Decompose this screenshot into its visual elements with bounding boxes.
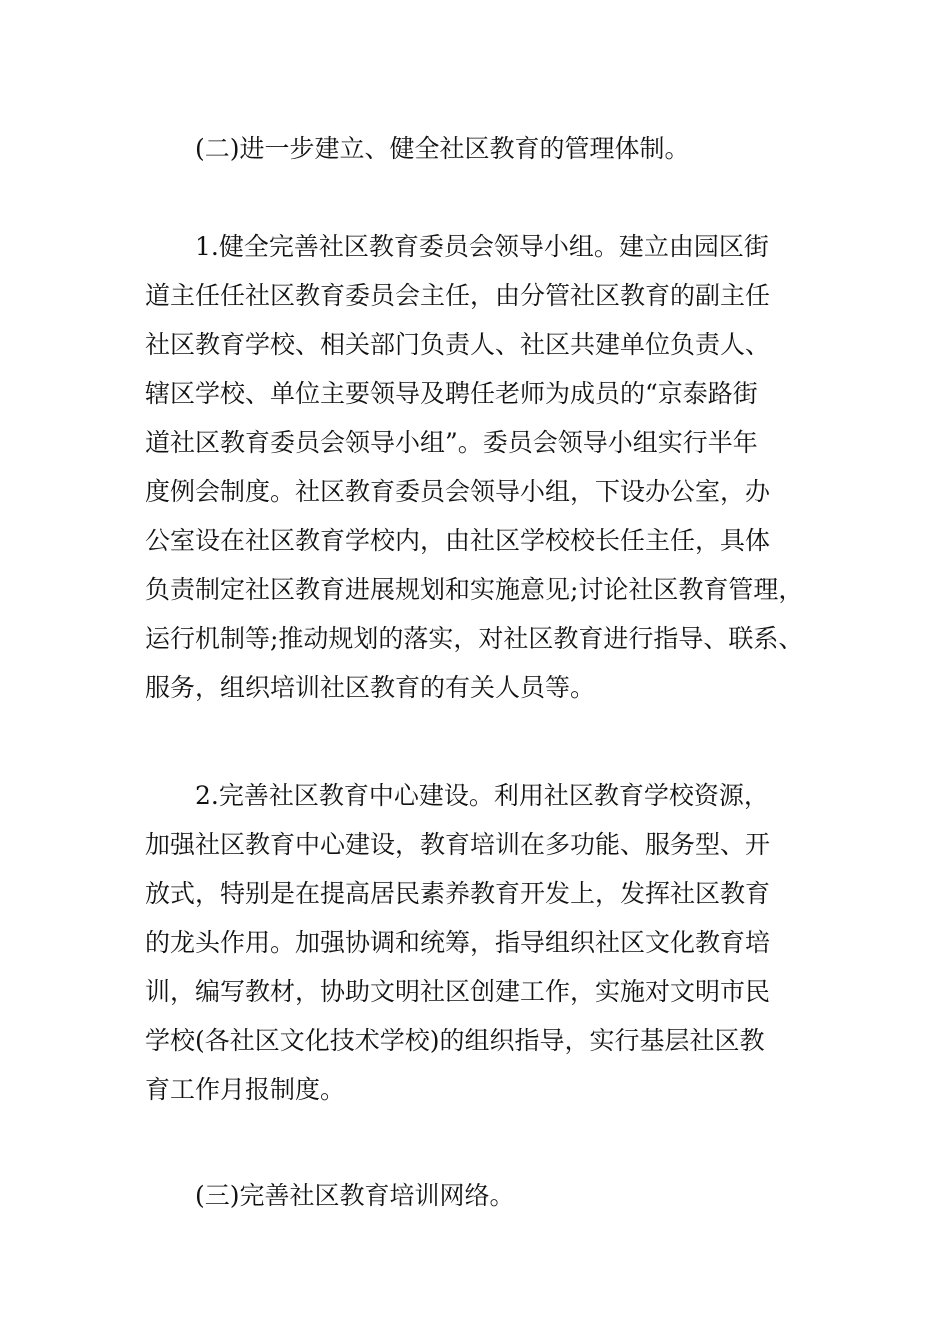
paragraph-line: 学校(各社区文化技术学校)的组织指导，实行基层社区教 bbox=[145, 1026, 765, 1055]
paragraph-1 bbox=[145, 222, 825, 712]
paragraph-line: 1.健全完善社区教育委员会领导小组。建立由园区街 bbox=[195, 232, 769, 261]
paragraph-line: 公室设在社区教育学校内，由社区学校校长任主任，具体 bbox=[145, 526, 771, 555]
paragraph-line: 运行机制等;推动规划的落实，对社区教育进行指导、联系、 bbox=[145, 624, 804, 653]
paragraph-line: 2.完善社区教育中心建设。利用社区教育学校资源， bbox=[195, 781, 769, 810]
section-heading-3: (三)完善社区教育培训网络。 bbox=[195, 1181, 515, 1210]
paragraph-line: 的龙头作用。加强协调和统筹，指导组织社区文化教育培 bbox=[145, 928, 771, 957]
paragraph-line: 加强社区教育中心建设，教育培训在多功能、服务型、开 bbox=[145, 830, 771, 859]
paragraph-line: 辖区学校、单位主要领导及聘任老师为成员的“京泰路街 bbox=[145, 379, 758, 408]
paragraph-line: 度例会制度。社区教育委员会领导小组，下设办公室，办 bbox=[145, 477, 771, 506]
paragraph-line: 训，编写教材，协助文明社区创建工作，实施对文明市民 bbox=[145, 977, 771, 1006]
paragraph-line: 负责制定社区教育进展规划和实施意见;讨论社区教育管理， bbox=[145, 575, 804, 604]
paragraph-line: 社区教育学校、相关部门负责人、社区共建单位负责人、 bbox=[145, 330, 771, 359]
paragraph-line: 育工作月报制度。 bbox=[145, 1075, 346, 1104]
paragraph-line: 道社区教育委员会领导小组”。委员会领导小组实行半年 bbox=[145, 428, 758, 457]
paragraph-line: 服务，组织培训社区教育的有关人员等。 bbox=[145, 673, 596, 702]
section-heading-2: (二)进一步建立、健全社区教育的管理体制。 bbox=[195, 134, 690, 163]
paragraph-line: 道主任任社区教育委员会主任，由分管社区教育的副主任 bbox=[145, 281, 771, 310]
paragraph-2 bbox=[145, 771, 825, 1114]
paragraph-line: 放式，特别是在提高居民素养教育开发上，发挥社区教育 bbox=[145, 879, 771, 908]
